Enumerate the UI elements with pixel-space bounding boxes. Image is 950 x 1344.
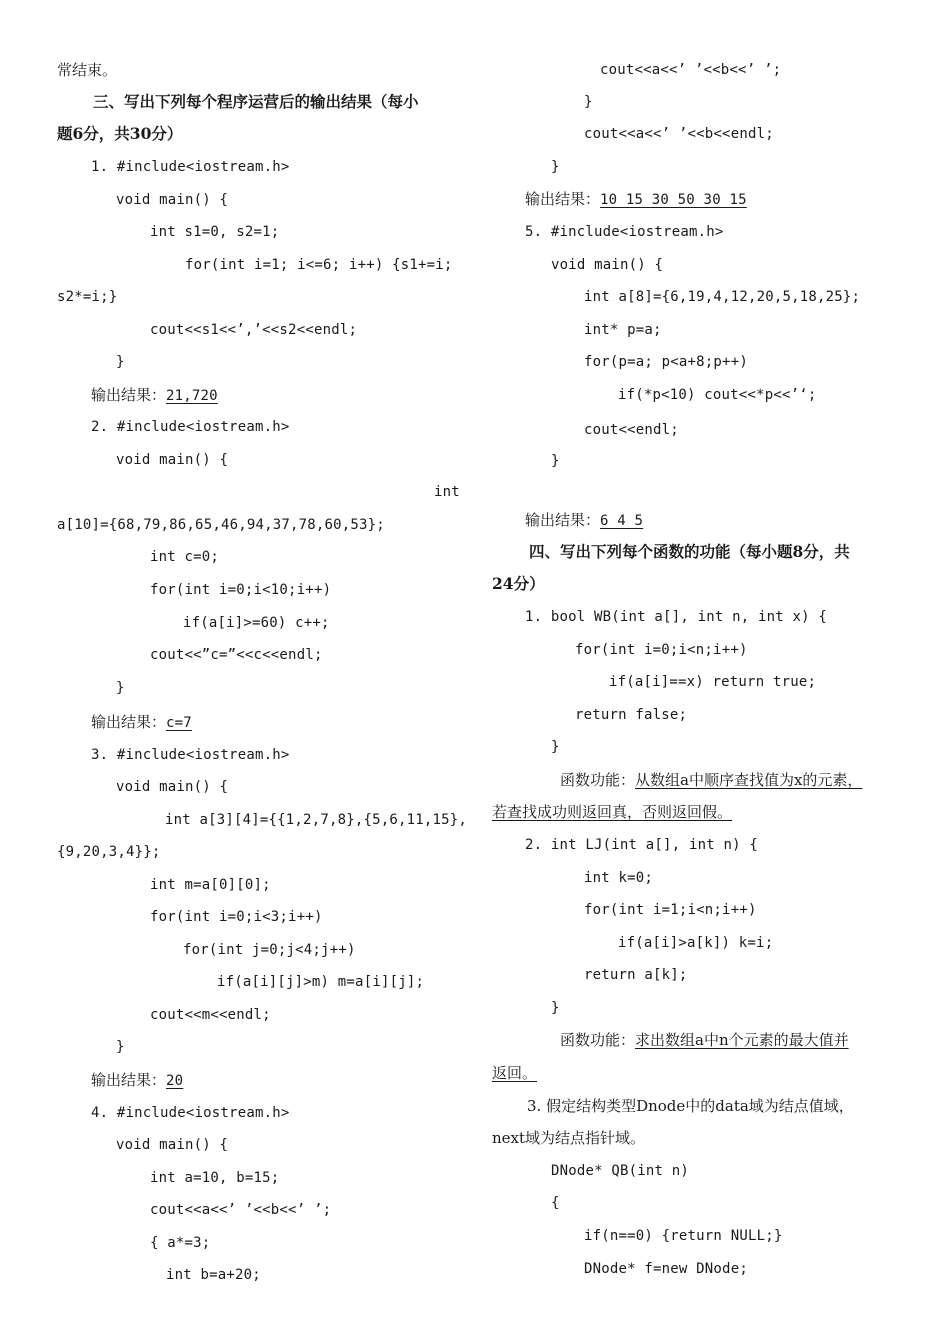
code-line: if(a[i]>=60) c++; [183,615,330,631]
output-answer: 20 [166,1073,184,1089]
code-line: 5. #include<iostream.h> [525,224,724,240]
code-line: } [551,159,560,175]
function-desc-answer: 从数组a中顺序查找值为x的元素， [635,771,863,789]
section-heading: 四、写出下列每个函数的功能（每小题8分，共 [529,542,850,561]
section-heading-cont: 题6分，共30分） [57,124,183,143]
code-line: cout<<a<<’ ’<<b<<endl; [584,126,774,142]
output-answer: c=7 [166,715,192,731]
code-line: if(*p<10) cout<<*p<<’‘; [618,387,817,403]
function-desc-answer-cont: 返回。 [492,1064,538,1082]
output-label [91,1071,183,1090]
code-line: DNode* QB(int n) [551,1163,690,1179]
code-line: for(int i=0;i<10;i++) [150,582,332,598]
code-line: } [551,1000,560,1016]
code-line: for(int i=1; i<=6; i++) {s1+=i; [185,257,453,273]
code-line: int [434,484,460,500]
code-line: for(int i=1;i<n;i++) [584,902,757,918]
output-label-text: 输出结果： [525,511,601,529]
code-line: cout<<”c=”<<c<<endl; [150,647,323,663]
code-line: void main() { [116,1137,229,1153]
code-line: if(a[i]==x) return true; [609,674,817,690]
code-line: 1. #include<iostream.h> [91,159,290,175]
code-line: void main() { [116,452,229,468]
code-line: DNode* f=new DNode; [584,1261,748,1277]
output-answer: 10 15 30 50 30 15 [600,192,747,208]
code-line: { a*=3; [150,1235,211,1251]
code-line: a[10]={68,79,86,65,46,94,37,78,60,53}; [57,517,385,533]
output-label [525,190,747,209]
function-desc [560,771,862,789]
output-label-text: 输出结果： [91,713,167,731]
code-line: int m=a[0][0]; [150,877,271,893]
output-answer: 6 4 5 [600,513,644,529]
code-line: 1. bool WB(int a[], int n, int x) { [525,609,828,625]
code-line: for(p=a; p<a+8;p++) [584,354,748,370]
code-line: int k=0; [584,870,654,886]
code-line: } [551,453,560,469]
code-line: void main() { [116,779,229,795]
function-desc-answer: 求出数组a中n个元素的最大值并 [635,1031,849,1049]
code-line: { [551,1195,560,1211]
section-heading-cont: 24分） [492,574,545,593]
code-line: 3. #include<iostream.h> [91,747,290,763]
text-line: 3. 假定结构类型Dnode中的data域为结点值域， [527,1097,854,1115]
code-line: cout<<a<<’ ’<<b<<’ ’; [150,1202,332,1218]
output-label-text: 输出结果： [91,1071,167,1089]
code-line: int s1=0, s2=1; [150,224,280,240]
code-line: } [551,739,560,755]
text-line: next域为结点指针域。 [492,1129,646,1147]
code-line: int b=a+20; [166,1267,261,1283]
code-line: cout<<endl; [584,422,679,438]
code-line: for(int i=0;i<3;i++) [150,909,323,925]
code-line: {9,20,3,4}}; [57,844,161,860]
code-line: int c=0; [150,549,220,565]
code-line: cout<<m<<endl; [150,1007,271,1023]
code-line: void main() { [551,257,664,273]
code-line: 4. #include<iostream.h> [91,1105,290,1121]
code-line: for(int i=0;i<n;i++) [575,642,748,658]
code-line: 2. #include<iostream.h> [91,419,290,435]
code-line: int a[8]={6,19,4,12,20,5,18,25}; [584,289,861,305]
code-line: int* p=a; [584,322,662,338]
code-line: void main() { [116,192,229,208]
section-heading: 三、写出下列每个程序运营后的输出结果（每小 [93,92,419,111]
code-line: return a[k]; [584,967,688,983]
code-line: cout<<a<<’ ’<<b<<’ ’; [600,62,782,78]
output-answer: 21,720 [166,388,218,404]
code-line: } [116,354,125,370]
output-label-text: 输出结果： [525,190,601,208]
text-line: 常结束。 [57,61,118,79]
code-line: 2. int LJ(int a[], int n) { [525,837,758,853]
code-line: s2*=i;} [57,289,118,305]
code-line: } [116,680,125,696]
code-line: return false; [575,707,688,723]
function-desc-label: 函数功能： [560,1031,636,1049]
code-line: if(n==0) {return NULL;} [584,1228,783,1244]
code-line: } [584,94,593,110]
output-label [91,386,218,405]
code-line: } [116,1039,125,1055]
output-label-text: 输出结果： [91,386,167,404]
output-label [91,713,192,732]
code-line: int a[3][4]={{1,2,7,8},{5,6,11,15}, [165,812,468,828]
function-desc-label: 函数功能： [560,771,636,789]
code-line: int a=10, b=15; [150,1170,280,1186]
code-line: cout<<s1<<’,’<<s2<<endl; [150,322,358,338]
function-desc [560,1031,849,1049]
code-line: if(a[i]>a[k]) k=i; [618,935,774,951]
function-desc-answer-cont: 若查找成功则返回真，否则返回假。 [492,803,733,821]
output-label [525,511,643,530]
code-line: if(a[i][j]>m) m=a[i][j]; [217,974,425,990]
code-line: for(int j=0;j<4;j++) [183,942,356,958]
